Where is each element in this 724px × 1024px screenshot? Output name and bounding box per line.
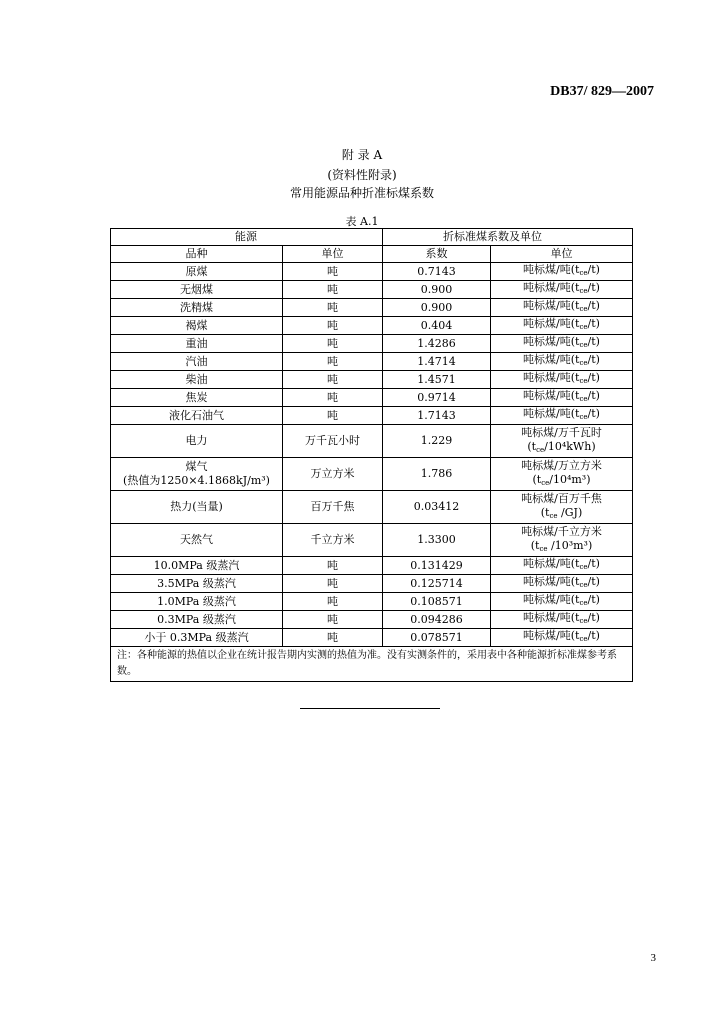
cell-kind: 1.0MPa 级蒸汽	[111, 593, 283, 611]
table-row	[111, 611, 633, 629]
cell-coef: 0.078571	[383, 629, 491, 647]
table-row	[111, 371, 633, 389]
cell-coef: 1.4714	[383, 353, 491, 371]
cell-kind: 热力(当量)	[111, 491, 283, 524]
table-row	[111, 524, 633, 557]
cell-unit: 吨	[283, 611, 383, 629]
cell-kind: 褐煤	[111, 317, 283, 335]
cell-conv-unit: 吨标煤/万立方米 $(t_{ce}/10^4m^3)$	[491, 458, 633, 491]
cell-coef: 0.7143	[383, 263, 491, 281]
cell-coef: 0.125714	[383, 575, 491, 593]
table-row	[111, 575, 633, 593]
cell-kind: 10.0MPa 级蒸汽	[111, 557, 283, 575]
cell-conv-unit: 吨标煤/吨$(t_{ce}/t)$	[491, 335, 633, 353]
cell-kind: 无烟煤	[111, 281, 283, 299]
cell-conv-unit: 吨标煤/吨$(t_{ce}/t)$	[491, 629, 633, 647]
table-row	[111, 557, 633, 575]
cell-conv-unit: 吨标煤/吨$(t_{ce}/t)$	[491, 371, 633, 389]
cell-conv-unit: 吨标煤/千立方米 ($t_{ce}$ /10³m³)	[491, 524, 633, 557]
appendix-title: 附 录 A	[341, 148, 383, 162]
cell-coef: 0.900	[383, 281, 491, 299]
table-row	[111, 389, 633, 407]
cell-unit: 万立方米	[283, 458, 383, 491]
cell-unit: 吨	[283, 575, 383, 593]
cell-coef: 0.404	[383, 317, 491, 335]
cell-kind: 0.3MPa 级蒸汽	[111, 611, 283, 629]
cell-unit: 吨	[283, 557, 383, 575]
table-row	[111, 335, 633, 353]
cell-conv-unit: 吨标煤/吨$(t_{ce}/t)$	[491, 263, 633, 281]
table-column-header-row	[111, 246, 633, 263]
group-header-coefficient: 折标准煤系数及单位	[383, 229, 633, 246]
table-group-header-row	[111, 229, 633, 246]
cell-conv-unit: 吨标煤/吨$(t_{ce}/t)$	[491, 281, 633, 299]
cell-conv-unit: 吨标煤/吨$(t_{ce}/t)$	[491, 557, 633, 575]
cell-conv-unit: 吨标煤/吨$(t_{ce}/t)$	[491, 407, 633, 425]
cell-coef: 0.094286	[383, 611, 491, 629]
cell-coef: 1.4286	[383, 335, 491, 353]
cell-coef: 0.9714	[383, 389, 491, 407]
cell-kind: 3.5MPa 级蒸汽	[111, 575, 283, 593]
cell-kind: 小于 0.3MPa 级蒸汽	[111, 629, 283, 647]
column-header-unit: 单位	[283, 246, 383, 263]
cell-kind: 煤气 (热值为1250×4.1868kJ/m³)	[111, 458, 283, 491]
table-row	[111, 299, 633, 317]
cell-coef: 0.900	[383, 299, 491, 317]
page-number: 3	[650, 952, 656, 964]
cell-unit: 吨	[283, 299, 383, 317]
cell-conv-unit: 吨标煤/吨$(t_{ce}/t)$	[491, 299, 633, 317]
table-row	[111, 458, 633, 491]
cell-coef: 1.3300	[383, 524, 491, 557]
cell-coef: 0.108571	[383, 593, 491, 611]
cell-kind: 液化石油气	[111, 407, 283, 425]
cell-coef: 1.7143	[383, 407, 491, 425]
end-rule	[300, 708, 440, 709]
table-note: 注：各种能源的热值以企业在统计报告期内实测的热值为准。没有实测条件的，采用表中各种能源折标准煤参考系数。	[111, 647, 633, 682]
cell-unit: 吨	[283, 593, 383, 611]
cell-conv-unit: 吨标煤/百万千焦 ($t_{ce}$ /GJ)	[491, 491, 633, 524]
cell-coef: 1.229	[383, 425, 491, 458]
cell-conv-unit: 吨标煤/吨$(t_{ce}/t)$	[491, 611, 633, 629]
cell-unit: 吨	[283, 263, 383, 281]
table-row	[111, 593, 633, 611]
cell-conv-unit: 吨标煤/吨$(t_{ce}/t)$	[491, 389, 633, 407]
cell-conv-unit: 吨标煤/吨$(t_{ce}/t)$	[491, 593, 633, 611]
appendix-subtitle: (资料性附录)	[327, 168, 397, 182]
table-caption: 表 A.1	[345, 215, 379, 228]
cell-kind: 汽油	[111, 353, 283, 371]
cell-kind: 天然气	[111, 524, 283, 557]
cell-kind: 柴油	[111, 371, 283, 389]
table-row	[111, 491, 633, 524]
cell-unit: 吨	[283, 281, 383, 299]
cell-kind: 洗精煤	[111, 299, 283, 317]
cell-kind: 电力	[111, 425, 283, 458]
cell-conv-unit: 吨标煤/吨$(t_{ce}/t)$	[491, 575, 633, 593]
cell-kind: 焦炭	[111, 389, 283, 407]
cell-coef: 0.131429	[383, 557, 491, 575]
appendix-name: 常用能源品种折准标煤系数	[289, 186, 434, 200]
cell-unit: 万千瓦小时	[283, 425, 383, 458]
cell-coef: 1.4571	[383, 371, 491, 389]
table-row	[111, 281, 633, 299]
document-code: DB37/ 829—2007	[550, 84, 654, 99]
cell-conv-unit: 吨标煤/吨$(t_{ce}/t)$	[491, 317, 633, 335]
cell-unit: 吨	[283, 629, 383, 647]
cell-kind: 重油	[111, 335, 283, 353]
cell-conv-unit: 吨标煤/万千瓦时 $(t_{ce}/10^4kWh)$	[491, 425, 633, 458]
cell-unit: 吨	[283, 389, 383, 407]
table-row	[111, 353, 633, 371]
table-row	[111, 263, 633, 281]
coal-conversion-table	[110, 228, 633, 682]
cell-unit: 吨	[283, 335, 383, 353]
cell-coef: 0.03412	[383, 491, 491, 524]
table-note-row	[111, 647, 633, 682]
column-header-kind: 品种	[111, 246, 283, 263]
cell-unit: 千立方米	[283, 524, 383, 557]
cell-conv-unit: 吨标煤/吨$(t_{ce}/t)$	[491, 353, 633, 371]
cell-unit: 吨	[283, 371, 383, 389]
table-row	[111, 629, 633, 647]
cell-unit: 吨	[283, 407, 383, 425]
cell-unit: 吨	[283, 353, 383, 371]
table-row	[111, 407, 633, 425]
cell-unit: 吨	[283, 317, 383, 335]
table-row	[111, 425, 633, 458]
cell-kind: 原煤	[111, 263, 283, 281]
group-header-energy: 能源	[111, 229, 383, 246]
cell-unit: 百万千焦	[283, 491, 383, 524]
column-header-coef: 系数	[383, 246, 491, 263]
column-header-conv-unit: 单位	[491, 246, 633, 263]
cell-coef: 1.786	[383, 458, 491, 491]
table-row	[111, 317, 633, 335]
